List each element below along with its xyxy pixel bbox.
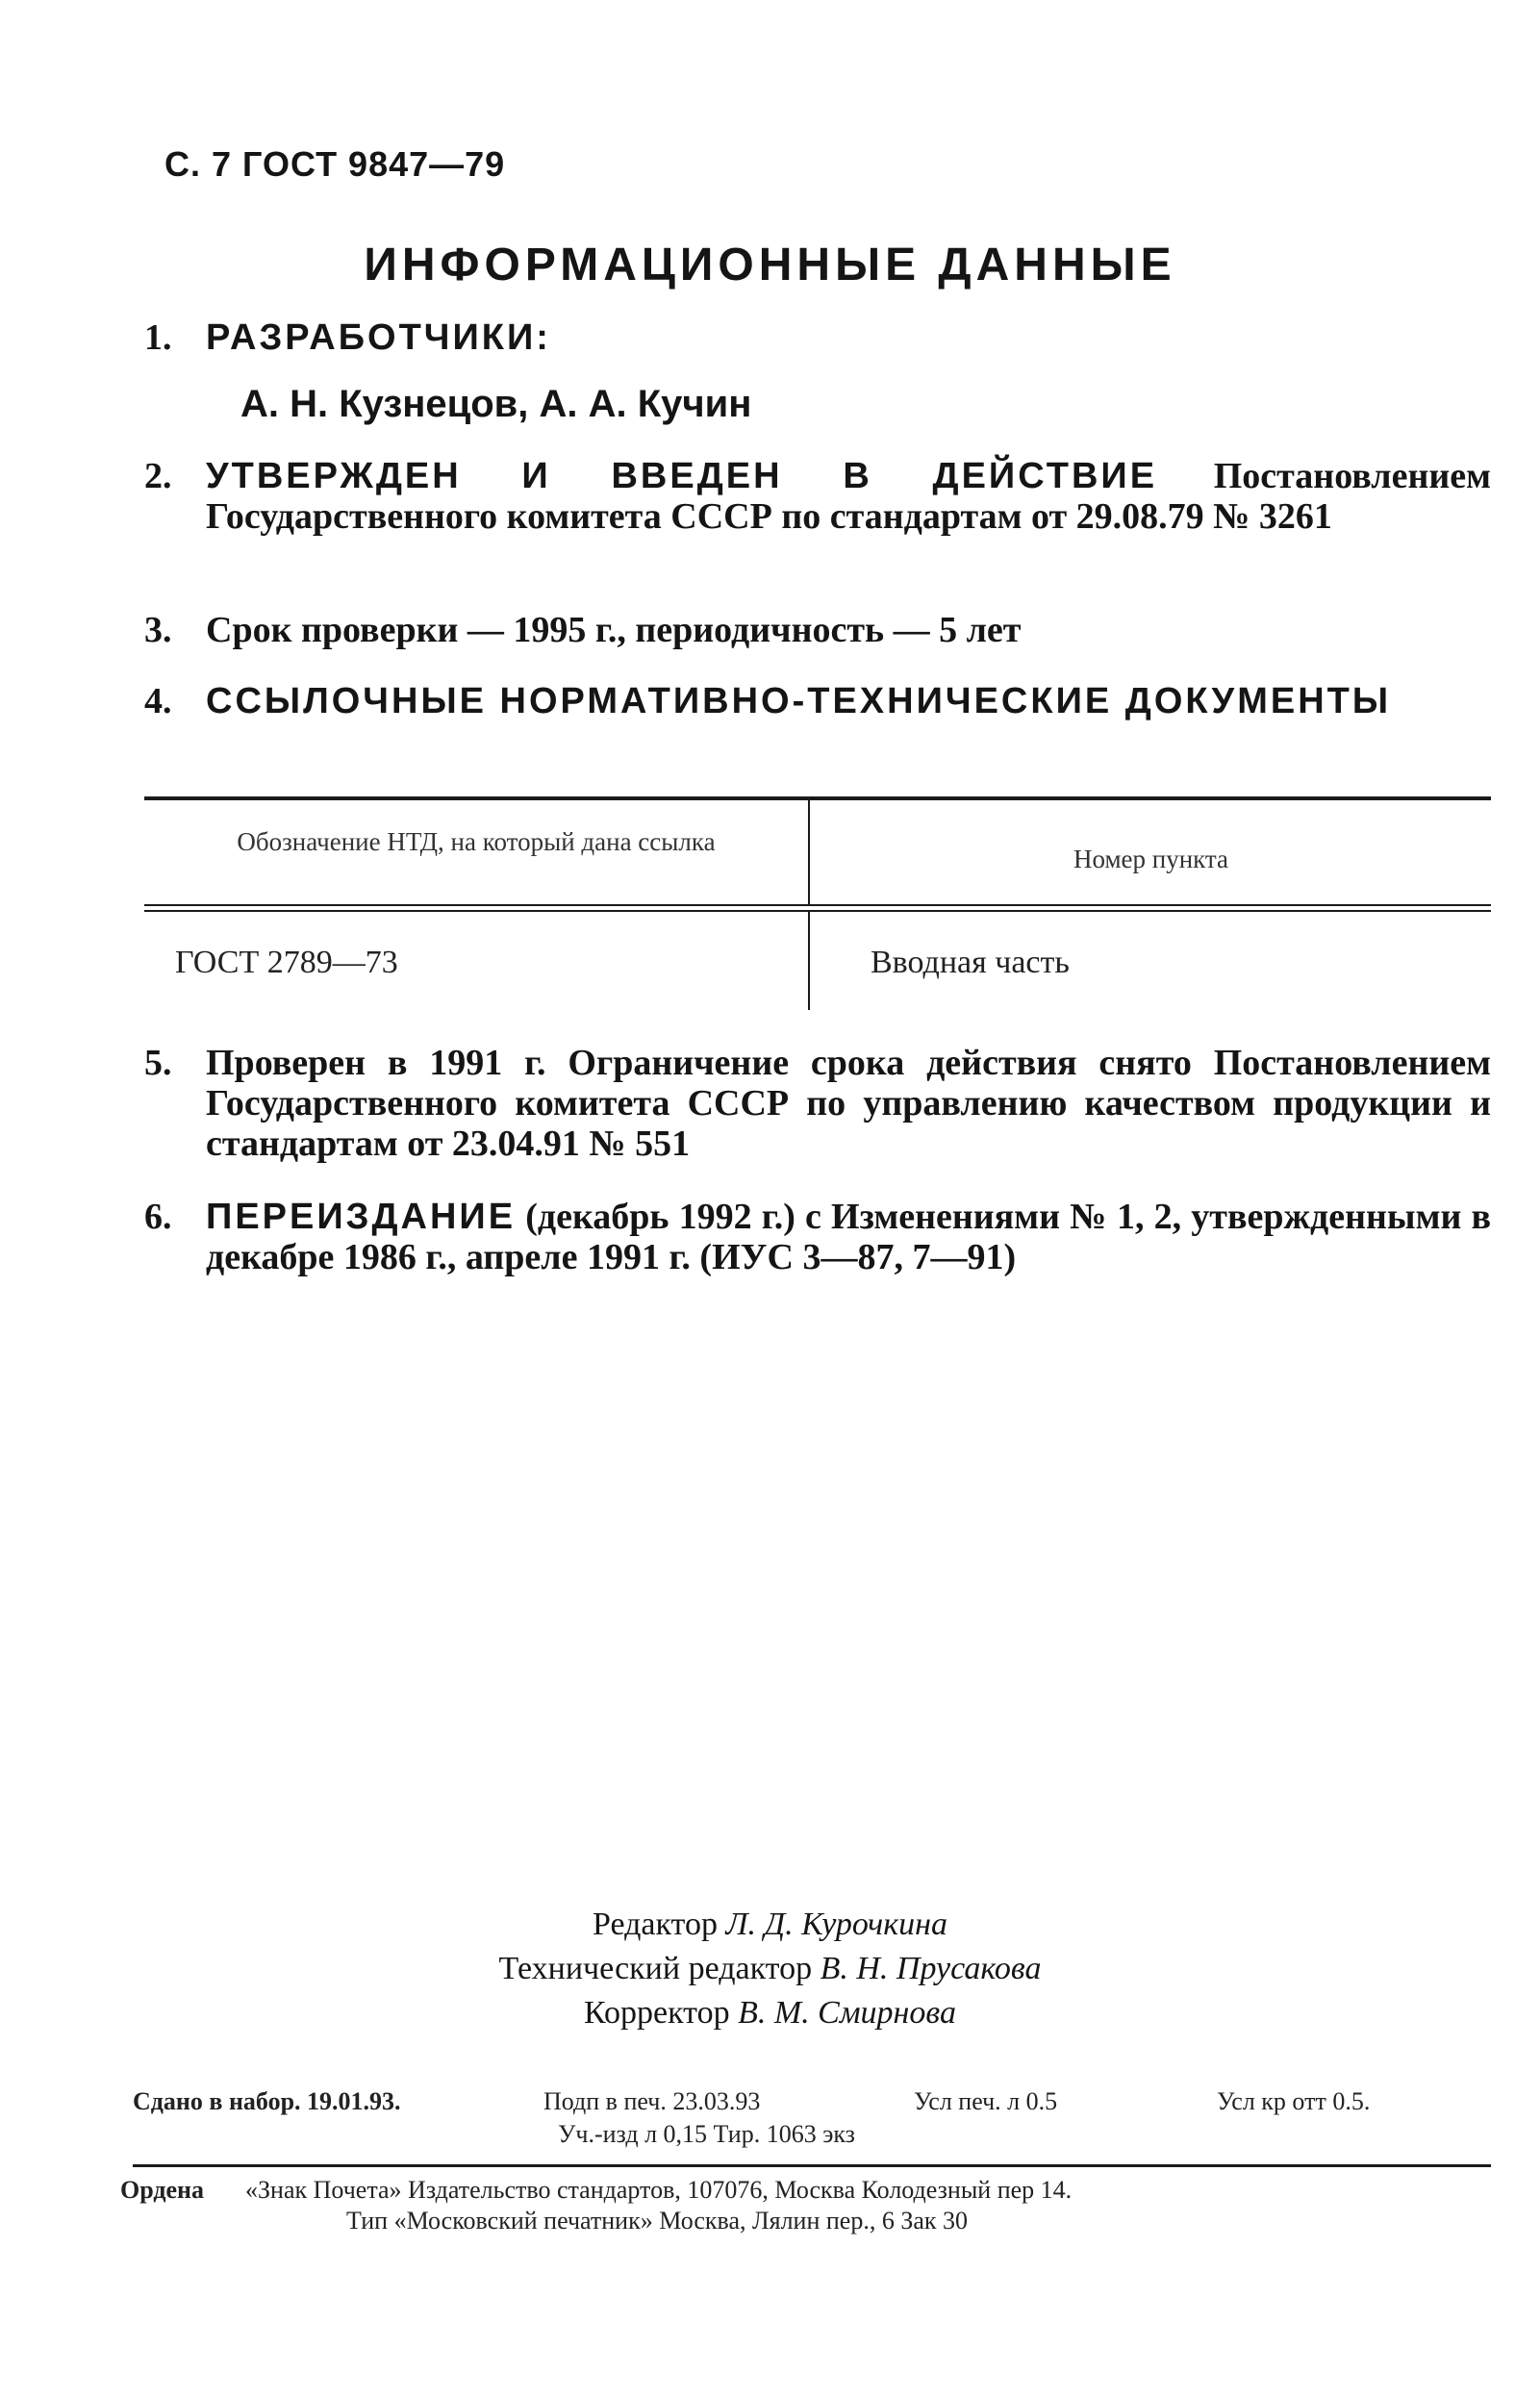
staff-name: Л. Д. Курочкина bbox=[725, 1907, 947, 1942]
table-header-clause: Номер пункта bbox=[1073, 845, 1229, 873]
developers: А. Н. Кузнецов, А. А. Кучин bbox=[240, 383, 752, 425]
imprint-publisher: «Знак Почета» Издательство стандартов, 107076, Москва Колодезный пер 14. bbox=[245, 2176, 1073, 2204]
staff-role: Корректор bbox=[584, 1995, 730, 2031]
table-cell-doc: ГОСТ 2789—73 bbox=[175, 945, 398, 980]
imprint-printer: Тип «Московский печатник» Москва, Лялин пер., 6 Зак 30 bbox=[346, 2207, 969, 2235]
staff-role: Редактор bbox=[592, 1907, 718, 1942]
table-column-divider bbox=[808, 912, 810, 1010]
item-text: Постановлением Государственного комитета СССР по стандартам от 29.08.79 № 3261 bbox=[206, 456, 1491, 537]
item-number: 5. bbox=[144, 1043, 172, 1083]
table-top-rule bbox=[144, 796, 1491, 800]
staff-tech-editor bbox=[0, 1945, 1540, 1993]
item-number: 4. bbox=[144, 681, 172, 721]
item-4 bbox=[144, 681, 1491, 721]
staff-corrector bbox=[0, 1989, 1540, 2037]
table-column-divider bbox=[808, 800, 810, 904]
table-header-rule bbox=[144, 904, 1491, 906]
item-number: 1. bbox=[144, 317, 172, 358]
item-heading: УТВЕРЖДЕН И ВВЕДЕН В ДЕЙСТВИЕ bbox=[206, 456, 1158, 496]
imprint-sheets: Усл печ. л 0.5 bbox=[914, 2087, 1058, 2115]
item-heading: РАЗРАБОТЧИКИ: bbox=[206, 317, 551, 358]
item-number: 2. bbox=[144, 456, 172, 496]
item-text: Срок проверки — 1995 г., периодичность — 5 лет bbox=[206, 610, 1022, 650]
item-2 bbox=[144, 456, 1491, 537]
page-title: ИНФОРМАЦИОННЫЕ ДАННЫЕ bbox=[364, 240, 1176, 290]
staff-editor bbox=[0, 1901, 1540, 1949]
item-text: Проверен в 1991 г. Ограничение срока действия снято Постановлением Государственного комитета СССР по управлению качеством продукции и стандартам от 23.04.91 № 551 bbox=[206, 1043, 1491, 1164]
item-5 bbox=[144, 1043, 1491, 1164]
staff-name: В. Н. Прусакова bbox=[820, 1951, 1042, 1986]
table-header-rule-double bbox=[144, 910, 1491, 912]
item-text: (декабрь 1992 г.) с Изменениями № 1, 2, утвержденными в декабре 1986 г., апреле 1991 г. (ИУС 3—87, 7—91) bbox=[206, 1197, 1492, 1277]
item-number: 3. bbox=[144, 610, 172, 650]
item-1 bbox=[144, 317, 1491, 358]
table-header-doc: Обозначение НТД, на который дана ссылка bbox=[237, 827, 716, 856]
item-3 bbox=[144, 610, 1491, 650]
item-heading: ПЕРЕИЗДАНИЕ bbox=[206, 1197, 517, 1237]
imprint-order-label: Ордена bbox=[120, 2176, 205, 2204]
page-header: С. 7 ГОСТ 9847—79 bbox=[164, 144, 506, 184]
imprint-rule bbox=[133, 2164, 1491, 2167]
staff-role: Технический редактор bbox=[498, 1951, 813, 1986]
table-cell-clause: Вводная часть bbox=[871, 945, 1070, 980]
imprint-run: Уч.-изд л 0,15 Тир. 1063 экз bbox=[558, 2120, 855, 2148]
item-heading: ССЫЛОЧНЫЕ НОРМАТИВНО-ТЕХНИЧЕСКИЕ ДОКУМЕНТЫ bbox=[206, 681, 1392, 721]
imprint-prints: Усл кр отт 0.5. bbox=[1217, 2087, 1371, 2115]
imprint-signed: Подп в печ. 23.03.93 bbox=[543, 2087, 761, 2115]
imprint-typeset: Сдано в набор. 19.01.93. bbox=[133, 2087, 401, 2115]
staff-name: В. М. Смирнова bbox=[738, 1995, 956, 2031]
item-number: 6. bbox=[144, 1197, 172, 1237]
item-6 bbox=[144, 1197, 1491, 1277]
